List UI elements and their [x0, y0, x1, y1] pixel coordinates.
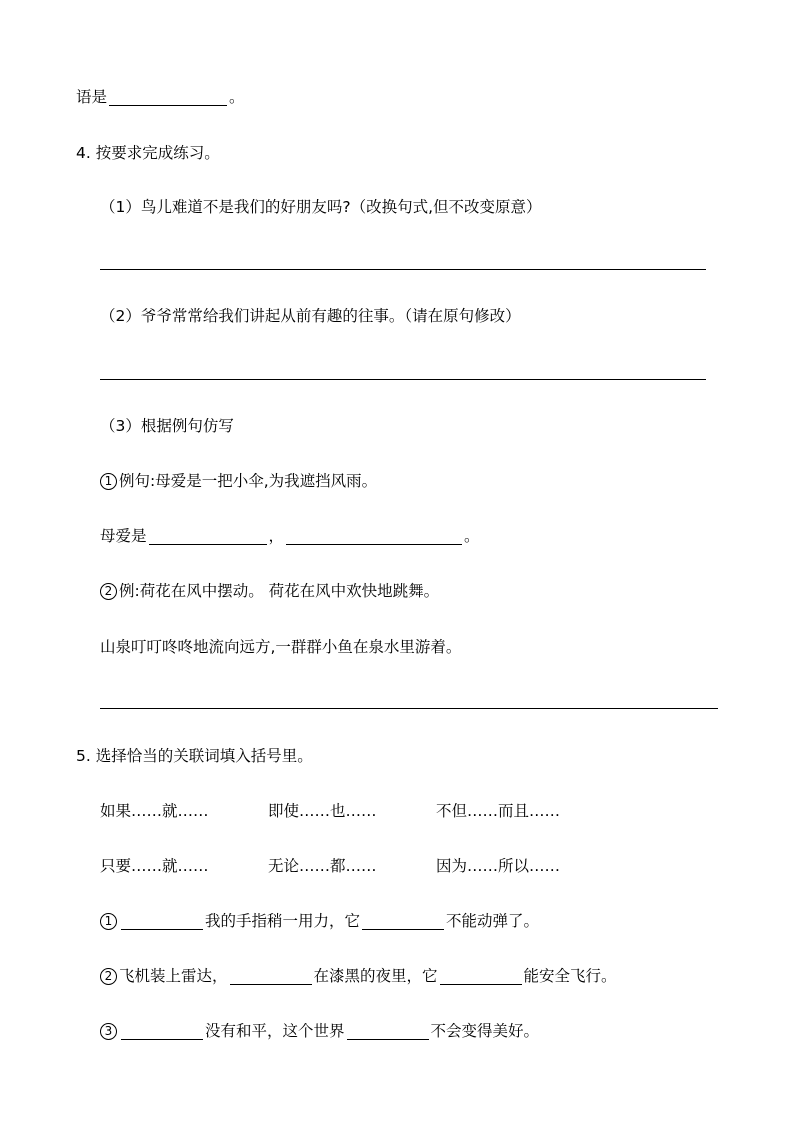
answer-blank[interactable]	[347, 1023, 429, 1040]
conjunction-option: 如果……就……	[100, 802, 209, 820]
answer-blank[interactable]	[121, 1023, 203, 1040]
q4-sub1-answer-line[interactable]	[100, 269, 706, 270]
q4-sub2-answer-line[interactable]	[100, 379, 706, 380]
prev-tail-end: 。	[229, 88, 245, 106]
q4-sub2-prompt: （2）爷爷常常给我们讲起从前有趣的往事。（请在原句修改）	[100, 307, 521, 325]
conjunction-option: 无论……都……	[268, 857, 377, 875]
circled-number: 2	[100, 968, 117, 985]
q4-example-1-fill: 母爱是 ， 。	[100, 527, 480, 545]
q4-example-1: 1 例句:母爱是一把小伞,为我遮挡风雨。	[100, 470, 377, 492]
question-5-title: 5. 选择恰当的关联词填入括号里。	[76, 747, 313, 765]
circled-number: 3	[100, 1023, 117, 1040]
conjunction-option: 即使……也……	[268, 802, 377, 820]
answer-blank[interactable]	[286, 528, 462, 545]
q4-example-2: 2 例:荷花在风中摆动。 荷花在风中欢快地跳舞。	[100, 580, 439, 602]
q4-sub3-answer-line[interactable]	[100, 708, 718, 709]
answer-blank[interactable]	[109, 89, 227, 106]
answer-blank[interactable]	[440, 968, 522, 985]
q4-sub1-prompt: （1）鸟儿难道不是我们的好朋友吗?（改换句式,但不改变原意）	[100, 198, 542, 216]
circled-number: 1	[100, 913, 117, 930]
q5-item-2: 2 飞机装上雷达， 在漆黑的夜里，它 能安全飞行。	[100, 965, 617, 987]
circled-number: 2	[100, 583, 117, 600]
q5-options-row-2	[100, 855, 560, 877]
circled-number: 1	[100, 473, 117, 490]
answer-blank[interactable]	[362, 913, 444, 930]
q4-example-2-sentence: 山泉叮叮咚咚地流向远方,一群群小鱼在泉水里游着。	[100, 638, 462, 656]
q4-sub3-prompt: （3）根据例句仿写	[100, 417, 234, 435]
answer-blank[interactable]	[121, 913, 203, 930]
q5-options-row-1	[100, 800, 560, 822]
prev-question-tail	[76, 86, 245, 108]
conjunction-option: 因为……所以……	[436, 857, 561, 875]
answer-blank[interactable]	[149, 528, 267, 545]
question-4-title: 4. 按要求完成练习。	[76, 144, 220, 162]
prev-tail-text: 语是	[76, 88, 108, 106]
conjunction-option: 不但……而且……	[436, 802, 561, 820]
q5-item-1: 1 我的手指稍一用力，它 不能动弹了。	[100, 910, 539, 932]
q5-item-3: 3 没有和平，这个世界 不会变得美好。	[100, 1020, 539, 1042]
conjunction-option: 只要……就……	[100, 857, 209, 875]
answer-blank[interactable]	[230, 968, 312, 985]
